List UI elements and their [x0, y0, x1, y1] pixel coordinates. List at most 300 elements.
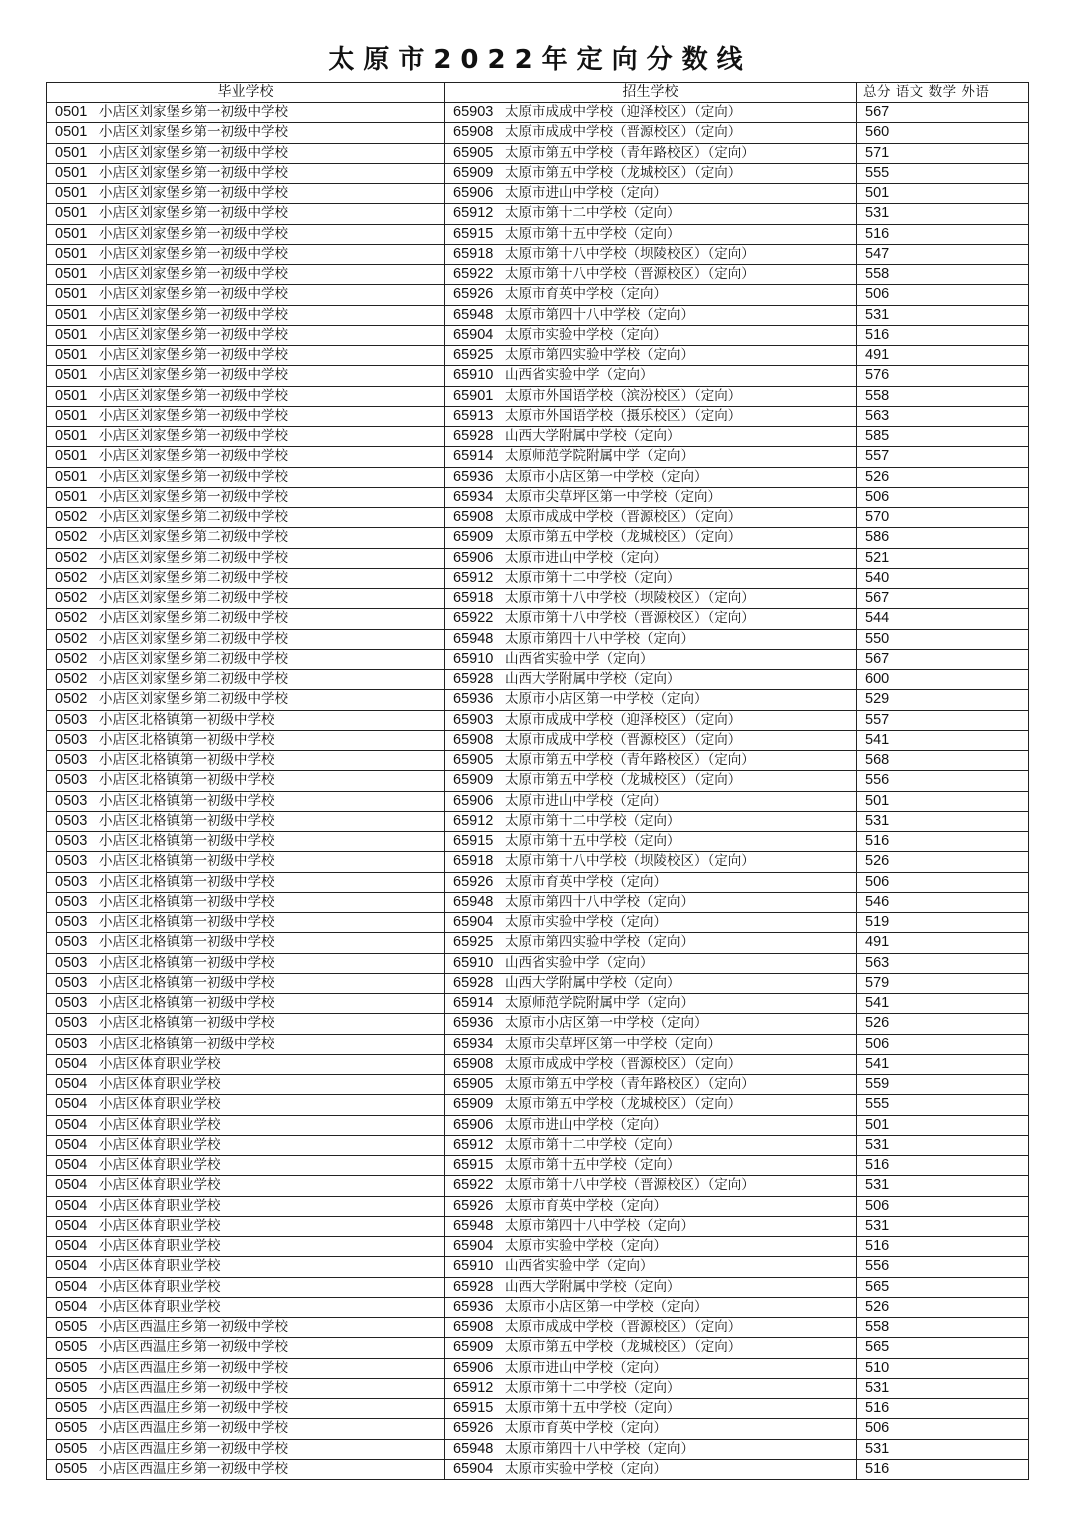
total-score-cell: [857, 244, 1029, 264]
grad-code-cell: [47, 325, 445, 345]
enroll-code: 65936: [453, 468, 494, 485]
total-score: 531: [865, 1440, 890, 1457]
total-score-cell: [857, 1378, 1029, 1398]
total-score-cell: [857, 224, 1029, 244]
enroll-code-cell: [445, 710, 857, 730]
enroll-code-cell: [445, 487, 857, 507]
grad-code-cell: [47, 467, 445, 487]
table-row: [47, 467, 1029, 487]
grad-code-cell: [47, 1237, 445, 1257]
grad-school-name: 小店区刘家堡乡第一初级中学校: [99, 225, 288, 242]
grad-code-cell: [47, 1095, 445, 1115]
total-score: 531: [865, 1136, 890, 1153]
table-row: [47, 791, 1029, 811]
grad-school-name: 小店区刘家堡乡第二初级中学校: [99, 549, 288, 566]
table-row: [47, 366, 1029, 386]
enroll-code: 65925: [453, 347, 494, 364]
table-row: [47, 1378, 1029, 1398]
total-score: 516: [865, 225, 890, 242]
table-row: [47, 508, 1029, 528]
table-row: [47, 589, 1029, 609]
grad-code: 0502: [55, 691, 88, 708]
table-row: [47, 649, 1029, 669]
enroll-code: 65908: [453, 1055, 494, 1072]
grad-code-cell: [47, 609, 445, 629]
total-score: 576: [865, 367, 890, 384]
grad-school-name: 小店区刘家堡乡第一初级中学校: [99, 407, 288, 424]
table-row: [47, 1338, 1029, 1358]
grad-code-cell: [47, 1439, 445, 1459]
enroll-code: 65908: [453, 731, 494, 748]
total-score: 557: [865, 448, 890, 465]
total-score: 547: [865, 245, 890, 262]
enroll-school-name: 太原市第四实验中学校（定向）: [505, 934, 694, 951]
grad-code: 0505: [55, 1460, 88, 1477]
enroll-school-name: 太原市成成中学校（迎泽校区）（定向）: [505, 104, 742, 121]
grad-code-cell: [47, 305, 445, 325]
grad-school-name: 小店区体育职业学校: [99, 1217, 221, 1234]
grad-code: 0501: [55, 347, 88, 364]
total-score: 531: [865, 1217, 890, 1234]
enroll-code: 65904: [453, 326, 494, 343]
enroll-code-cell: [445, 285, 857, 305]
enroll-school-name: 太原师范学院附属中学（定向）: [505, 995, 694, 1012]
total-score-cell: [857, 913, 1029, 933]
total-score: 526: [865, 468, 890, 485]
enroll-school-name: 太原市小店区第一中学校（定向）: [505, 1298, 708, 1315]
enroll-code-cell: [445, 1439, 857, 1459]
grad-code-cell: [47, 811, 445, 831]
table-row: [47, 548, 1029, 568]
enroll-code: 65913: [453, 407, 494, 424]
enroll-code-cell: [445, 973, 857, 993]
grad-school-name: 小店区北格镇第一初级中学校: [99, 873, 275, 890]
enroll-school-name: 太原市尖草坪区第一中学校（定向）: [505, 488, 721, 505]
grad-code-cell: [47, 1075, 445, 1095]
enroll-code-cell: [445, 184, 857, 204]
enroll-school-name: 太原市实验中学校（定向）: [505, 1238, 667, 1255]
grad-code: 0502: [55, 630, 88, 647]
enroll-school-name: 太原市外国语学校（摄乐校区）（定向）: [505, 407, 742, 424]
grad-code-cell: [47, 751, 445, 771]
grad-school-name: 小店区西温庄乡第一初级中学校: [99, 1379, 288, 1396]
enroll-school-name: 太原市第十八中学校（晋源校区）（定向）: [505, 610, 755, 627]
grad-code: 0501: [55, 266, 88, 283]
total-score: 501: [865, 185, 890, 202]
grad-code: 0501: [55, 326, 88, 343]
enroll-code-cell: [445, 1135, 857, 1155]
enroll-code: 65908: [453, 1319, 494, 1336]
total-score: 555: [865, 1096, 890, 1113]
grad-code-cell: [47, 427, 445, 447]
grad-school-name: 小店区北格镇第一初级中学校: [99, 974, 275, 991]
enroll-code: 65908: [453, 124, 494, 141]
total-score-cell: [857, 366, 1029, 386]
grad-school-name: 小店区刘家堡乡第一初级中学校: [99, 428, 288, 445]
grad-code: 0504: [55, 1298, 88, 1315]
grad-school-name: 小店区刘家堡乡第二初级中学校: [99, 529, 288, 546]
total-score: 491: [865, 934, 890, 951]
enroll-school-name: 太原市第四十八中学校（定向）: [505, 1440, 694, 1457]
grad-code-cell: [47, 224, 445, 244]
table-row: [47, 1358, 1029, 1378]
total-score: 526: [865, 1298, 890, 1315]
grad-code: 0503: [55, 833, 88, 850]
enroll-school-name: 太原市第十二中学校（定向）: [505, 569, 681, 586]
grad-school-name: 小店区北格镇第一初级中学校: [99, 893, 275, 910]
enroll-code: 65948: [453, 630, 494, 647]
header-grad-school: 毕业学校: [47, 83, 445, 103]
grad-school-name: 小店区刘家堡乡第二初级中学校: [99, 590, 288, 607]
enroll-code-cell: [445, 103, 857, 123]
grad-code-cell: [47, 366, 445, 386]
total-score: 585: [865, 428, 890, 445]
enroll-school-name: 山西大学附属中学校（定向）: [505, 974, 681, 991]
grad-code-cell: [47, 1378, 445, 1398]
grad-code-cell: [47, 892, 445, 912]
enroll-code-cell: [445, 1054, 857, 1074]
grad-school-name: 小店区西温庄乡第一初级中学校: [99, 1359, 288, 1376]
table-row: [47, 1115, 1029, 1135]
total-score: 506: [865, 488, 890, 505]
total-score-cell: [857, 1054, 1029, 1074]
enroll-school-name: 太原市小店区第一中学校（定向）: [505, 1015, 708, 1032]
table-row: [47, 1156, 1029, 1176]
table-row: [47, 568, 1029, 588]
table-row: [47, 670, 1029, 690]
enroll-school-name: 太原市第四十八中学校（定向）: [505, 893, 694, 910]
grad-code-cell: [47, 1176, 445, 1196]
grad-school-name: 小店区北格镇第一初级中学校: [99, 914, 275, 931]
total-score: 555: [865, 164, 890, 181]
total-score-cell: [857, 994, 1029, 1014]
header-scores: 总分 语文 数学 外语: [857, 83, 1029, 103]
table-row: [47, 143, 1029, 163]
table-row: [47, 872, 1029, 892]
grad-code: 0505: [55, 1440, 88, 1457]
enroll-code: 65922: [453, 610, 494, 627]
table-row: [47, 1216, 1029, 1236]
table-row: [47, 913, 1029, 933]
total-score: 558: [865, 1319, 890, 1336]
enroll-code: 65928: [453, 428, 494, 445]
enroll-code: 65926: [453, 286, 494, 303]
grad-code-cell: [47, 649, 445, 669]
grad-code-cell: [47, 548, 445, 568]
grad-code-cell: [47, 1135, 445, 1155]
grad-code-cell: [47, 346, 445, 366]
enroll-school-name: 太原市第四十八中学校（定向）: [505, 630, 694, 647]
grad-code: 0504: [55, 1116, 88, 1133]
enroll-code: 65906: [453, 792, 494, 809]
total-score: 558: [865, 387, 890, 404]
total-score: 510: [865, 1359, 890, 1376]
grad-code: 0503: [55, 974, 88, 991]
enroll-code-cell: [445, 1459, 857, 1479]
enroll-code: 65948: [453, 893, 494, 910]
enroll-code-cell: [445, 913, 857, 933]
enroll-school-name: 太原市第十八中学校（坝陵校区）（定向）: [505, 245, 755, 262]
grad-code-cell: [47, 265, 445, 285]
total-score: 521: [865, 549, 890, 566]
grad-school-name: 小店区西温庄乡第一初级中学校: [99, 1319, 288, 1336]
grad-code: 0505: [55, 1319, 88, 1336]
enroll-code: 65912: [453, 205, 494, 222]
table-row: [47, 163, 1029, 183]
enroll-code: 65918: [453, 590, 494, 607]
enroll-code: 65912: [453, 1379, 494, 1396]
table-row: [47, 285, 1029, 305]
grad-code: 0503: [55, 772, 88, 789]
grad-code-cell: [47, 447, 445, 467]
grad-school-name: 小店区刘家堡乡第二初级中学校: [99, 691, 288, 708]
enroll-code-cell: [445, 224, 857, 244]
enroll-code-cell: [445, 1399, 857, 1419]
grad-code-cell: [47, 933, 445, 953]
total-score-cell: [857, 548, 1029, 568]
table-row: [47, 933, 1029, 953]
total-score-cell: [857, 872, 1029, 892]
enroll-code-cell: [445, 1176, 857, 1196]
grad-code: 0504: [55, 1157, 88, 1174]
enroll-code: 65903: [453, 711, 494, 728]
grad-school-name: 小店区体育职业学校: [99, 1096, 221, 1113]
grad-school-name: 小店区刘家堡乡第一初级中学校: [99, 104, 288, 121]
grad-school-name: 小店区体育职业学校: [99, 1157, 221, 1174]
grad-code-cell: [47, 143, 445, 163]
grad-code: 0504: [55, 1177, 88, 1194]
grad-code-cell: [47, 1257, 445, 1277]
table-row: [47, 1237, 1029, 1257]
table-row: [47, 751, 1029, 771]
enroll-school-name: 太原市第五中学校（龙城校区）（定向）: [505, 1096, 742, 1113]
enroll-school-name: 太原市第五中学校（青年路校区）（定向）: [505, 1076, 755, 1093]
grad-code: 0501: [55, 428, 88, 445]
total-score: 558: [865, 266, 890, 283]
grad-code-cell: [47, 1318, 445, 1338]
enroll-code: 65915: [453, 1157, 494, 1174]
grad-code: 0501: [55, 104, 88, 121]
grad-code: 0503: [55, 812, 88, 829]
total-score-cell: [857, 609, 1029, 629]
enroll-code-cell: [445, 1277, 857, 1297]
grad-code-cell: [47, 487, 445, 507]
grad-code: 0502: [55, 529, 88, 546]
grad-code-cell: [47, 204, 445, 224]
enroll-school-name: 太原市育英中学校（定向）: [505, 1197, 667, 1214]
enroll-code-cell: [445, 791, 857, 811]
enroll-code: 65909: [453, 529, 494, 546]
grad-code: 0501: [55, 164, 88, 181]
grad-code-cell: [47, 508, 445, 528]
grad-code: 0502: [55, 509, 88, 526]
enroll-code: 65903: [453, 104, 494, 121]
table-row: [47, 406, 1029, 426]
total-score: 529: [865, 691, 890, 708]
grad-school-name: 小店区北格镇第一初级中学校: [99, 752, 275, 769]
enroll-code-cell: [445, 1196, 857, 1216]
enroll-code: 65906: [453, 549, 494, 566]
table-row: [47, 123, 1029, 143]
grad-code-cell: [47, 1156, 445, 1176]
grad-code-cell: [47, 1196, 445, 1216]
enroll-code-cell: [445, 406, 857, 426]
total-score: 506: [865, 286, 890, 303]
total-score-cell: [857, 933, 1029, 953]
grad-code: 0505: [55, 1359, 88, 1376]
total-score: 506: [865, 873, 890, 890]
enroll-school-name: 太原市第四实验中学校（定向）: [505, 347, 694, 364]
total-score: 531: [865, 306, 890, 323]
table-row: [47, 609, 1029, 629]
grad-code: 0501: [55, 144, 88, 161]
enroll-code: 65928: [453, 1278, 494, 1295]
enroll-school-name: 山西大学附属中学校（定向）: [505, 428, 681, 445]
total-score: 557: [865, 711, 890, 728]
table-row: [47, 710, 1029, 730]
total-score: 516: [865, 833, 890, 850]
enroll-code: 65912: [453, 1136, 494, 1153]
total-score-cell: [857, 1257, 1029, 1277]
enroll-code-cell: [445, 1419, 857, 1439]
total-score: 571: [865, 144, 890, 161]
grad-school-name: 小店区北格镇第一初级中学校: [99, 1035, 275, 1052]
enroll-code: 65910: [453, 650, 494, 667]
table-row: [47, 1014, 1029, 1034]
total-score-cell: [857, 670, 1029, 690]
grad-school-name: 小店区刘家堡乡第一初级中学校: [99, 448, 288, 465]
enroll-school-name: 太原市第十八中学校（坝陵校区）（定向）: [505, 590, 755, 607]
enroll-code: 65906: [453, 185, 494, 202]
total-score: 565: [865, 1339, 890, 1356]
grad-code-cell: [47, 568, 445, 588]
enroll-school-name: 太原市成成中学校（晋源校区）（定向）: [505, 124, 742, 141]
enroll-school-name: 太原市小店区第一中学校（定向）: [505, 468, 708, 485]
grad-school-name: 小店区北格镇第一初级中学校: [99, 1015, 275, 1032]
grad-school-name: 小店区体育职业学校: [99, 1258, 221, 1275]
grad-school-name: 小店区刘家堡乡第二初级中学校: [99, 630, 288, 647]
enroll-school-name: 太原市实验中学校（定向）: [505, 1460, 667, 1477]
enroll-school-name: 太原市育英中学校（定向）: [505, 873, 667, 890]
grad-school-name: 小店区刘家堡乡第一初级中学校: [99, 326, 288, 343]
grad-school-name: 小店区刘家堡乡第一初级中学校: [99, 185, 288, 202]
grad-code-cell: [47, 629, 445, 649]
enroll-school-name: 太原市第五中学校（青年路校区）（定向）: [505, 144, 755, 161]
grad-code: 0504: [55, 1096, 88, 1113]
enroll-code: 65904: [453, 1238, 494, 1255]
total-score-cell: [857, 1318, 1029, 1338]
grad-code: 0503: [55, 853, 88, 870]
grad-code: 0505: [55, 1420, 88, 1437]
total-score: 556: [865, 772, 890, 789]
total-score-cell: [857, 1196, 1029, 1216]
grad-code: 0504: [55, 1076, 88, 1093]
total-score-cell: [857, 204, 1029, 224]
total-score-cell: [857, 751, 1029, 771]
enroll-code-cell: [445, 265, 857, 285]
grad-code: 0502: [55, 650, 88, 667]
enroll-school-name: 太原市第十五中学校（定向）: [505, 1157, 681, 1174]
grad-code: 0501: [55, 286, 88, 303]
enroll-code-cell: [445, 508, 857, 528]
enroll-code: 65905: [453, 752, 494, 769]
total-score-cell: [857, 1216, 1029, 1236]
grad-code-cell: [47, 852, 445, 872]
grad-code-cell: [47, 670, 445, 690]
grad-code: 0501: [55, 306, 88, 323]
grad-code: 0503: [55, 731, 88, 748]
grad-school-name: 小店区北格镇第一初级中学校: [99, 995, 275, 1012]
enroll-code-cell: [445, 994, 857, 1014]
grad-code: 0501: [55, 185, 88, 202]
enroll-code: 65936: [453, 691, 494, 708]
total-score: 516: [865, 326, 890, 343]
grad-code: 0505: [55, 1379, 88, 1396]
grad-code: 0503: [55, 893, 88, 910]
total-score-cell: [857, 1075, 1029, 1095]
table-row: [47, 1176, 1029, 1196]
enroll-code: 65926: [453, 873, 494, 890]
enroll-code-cell: [445, 1257, 857, 1277]
grad-school-name: 小店区北格镇第一初级中学校: [99, 954, 275, 971]
enroll-code: 65948: [453, 1217, 494, 1234]
total-score-cell: [857, 467, 1029, 487]
total-score: 516: [865, 1460, 890, 1477]
enroll-code: 65901: [453, 387, 494, 404]
total-score-cell: [857, 427, 1029, 447]
enroll-code-cell: [445, 751, 857, 771]
enroll-code: 65914: [453, 448, 494, 465]
total-score-cell: [857, 163, 1029, 183]
table-row: [47, 1318, 1029, 1338]
enroll-code-cell: [445, 305, 857, 325]
grad-code-cell: [47, 163, 445, 183]
grad-school-name: 小店区西温庄乡第一初级中学校: [99, 1460, 288, 1477]
total-score: 491: [865, 347, 890, 364]
total-score-cell: [857, 690, 1029, 710]
table-row: [47, 771, 1029, 791]
total-score: 541: [865, 1055, 890, 1072]
total-score-cell: [857, 143, 1029, 163]
table-row: [47, 1277, 1029, 1297]
total-score: 546: [865, 893, 890, 910]
enroll-code-cell: [445, 1237, 857, 1257]
grad-school-name: 小店区体育职业学校: [99, 1278, 221, 1295]
table-row: [47, 265, 1029, 285]
grad-code-cell: [47, 589, 445, 609]
grad-school-name: 小店区刘家堡乡第一初级中学校: [99, 286, 288, 303]
total-score: 563: [865, 954, 890, 971]
table-row: [47, 103, 1029, 123]
table-row: [47, 994, 1029, 1014]
table-header-row: [47, 83, 1029, 103]
enroll-code-cell: [445, 346, 857, 366]
enroll-code-cell: [445, 690, 857, 710]
enroll-code: 65934: [453, 488, 494, 505]
grad-school-name: 小店区体育职业学校: [99, 1238, 221, 1255]
enroll-code-cell: [445, 771, 857, 791]
enroll-code: 65906: [453, 1116, 494, 1133]
grad-school-name: 小店区刘家堡乡第一初级中学校: [99, 367, 288, 384]
enroll-school-name: 太原市第十五中学校（定向）: [505, 1400, 681, 1417]
grad-school-name: 小店区北格镇第一初级中学校: [99, 792, 275, 809]
enroll-school-name: 太原市第五中学校（龙城校区）（定向）: [505, 1339, 742, 1356]
table-row: [47, 953, 1029, 973]
enroll-code: 65926: [453, 1420, 494, 1437]
enroll-code: 65909: [453, 1339, 494, 1356]
score-table: [46, 82, 1029, 1480]
enroll-code-cell: [445, 447, 857, 467]
